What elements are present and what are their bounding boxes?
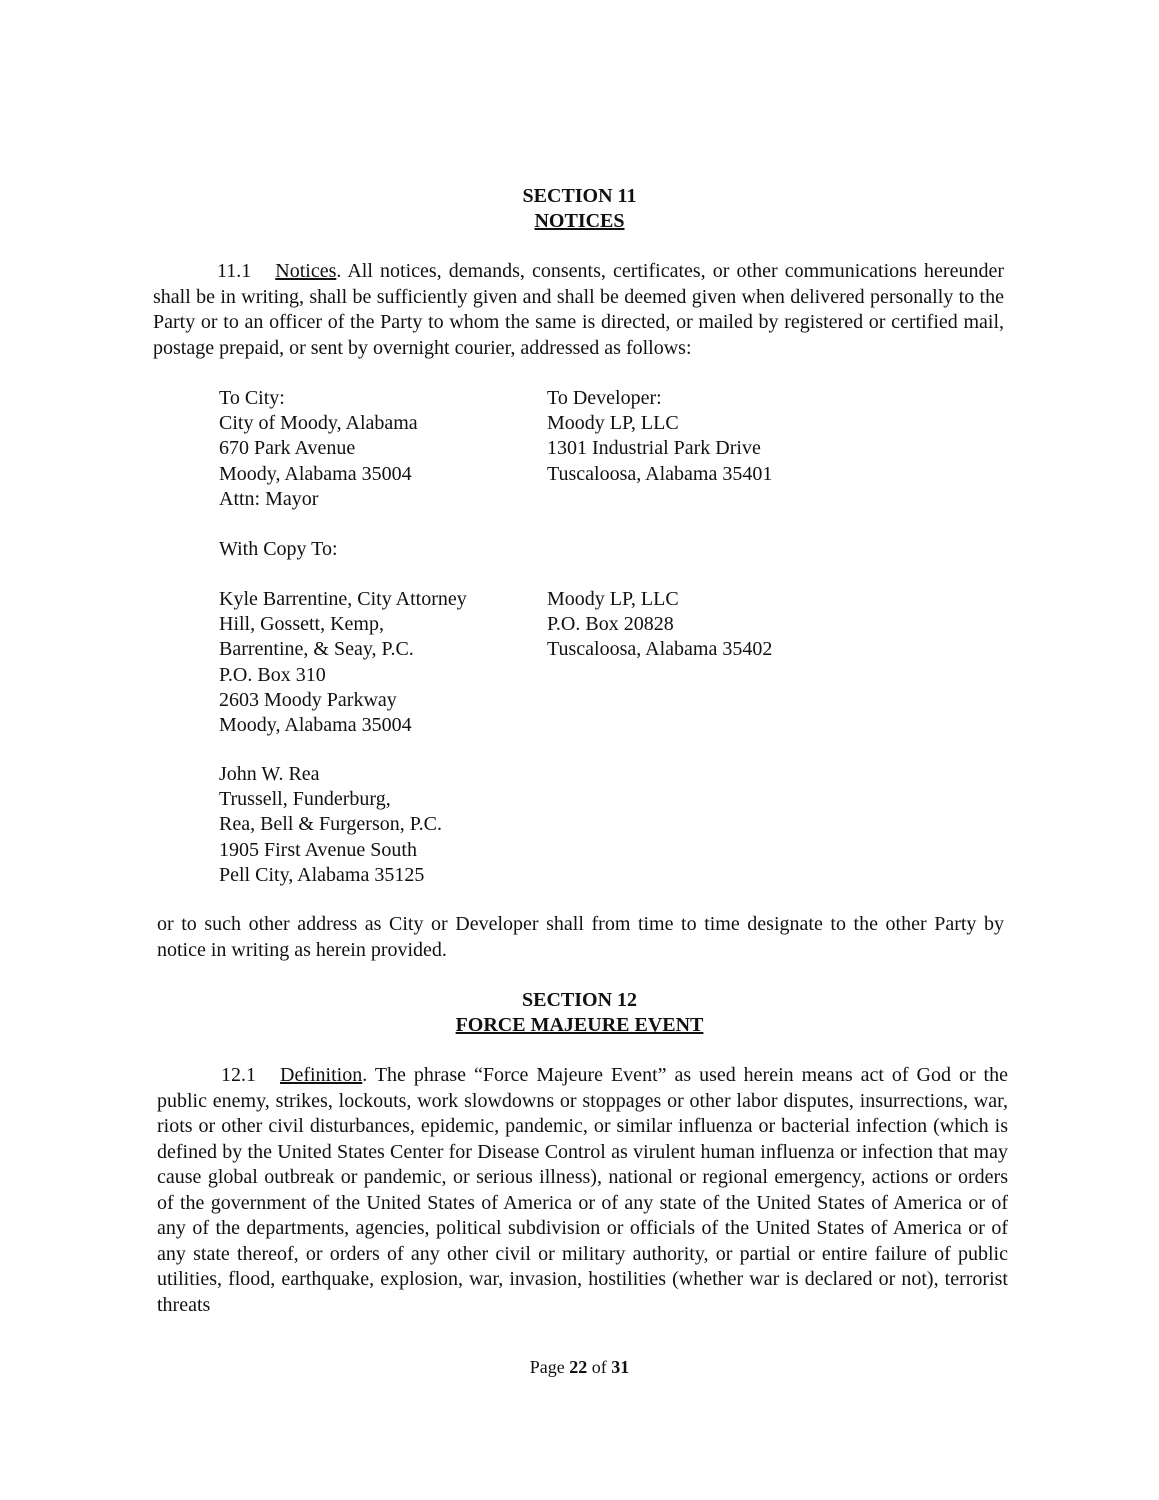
- clause-12-1: [157, 1063, 1008, 1318]
- section-12-title: FORCE MAJEURE EVENT: [455, 1014, 704, 1036]
- city-copy-line: Rea, Bell & Furgerson, P.C.: [219, 813, 442, 836]
- copy-label: With Copy To:: [219, 538, 338, 560]
- developer-address-line: Moody LP, LLC: [547, 412, 679, 435]
- city-address-line: Moody, Alabama 35004: [219, 462, 412, 485]
- developer-copy-line: Moody LP, LLC: [547, 588, 679, 610]
- developer-address-line: To Developer:: [547, 387, 662, 409]
- city-copy-line: 1905 First Avenue South: [219, 838, 417, 861]
- city-address-line: City of Moody, Alabama: [219, 412, 418, 435]
- section-11-heading: [0, 184, 1159, 234]
- city-copy-line: Kyle Barrentine, City Attorney: [219, 588, 467, 610]
- city-copy-line: P.O. Box 310: [219, 663, 326, 686]
- city-copy-line: Hill, Gossett, Kemp,: [219, 613, 384, 636]
- city-address-line: 670 Park Avenue: [219, 437, 356, 460]
- city-copy-line: Barrentine, & Seay, P.C.: [219, 638, 414, 661]
- city-copy-line: 2603 Moody Parkway: [219, 688, 397, 711]
- developer-copy-line: Tuscaloosa, Alabama 35402: [547, 638, 773, 661]
- city-copy-address-1: [219, 587, 467, 738]
- clause-11-1-number: 11.1: [217, 260, 252, 282]
- city-copy-line: Pell City, Alabama 35125: [219, 863, 425, 886]
- developer-address-line: Tuscaloosa, Alabama 35401: [547, 462, 773, 485]
- developer-address-block: [547, 386, 772, 487]
- city-address-block: [219, 386, 418, 512]
- total-pages: 31: [611, 1357, 630, 1377]
- page-word: Page: [529, 1357, 565, 1377]
- clause-11-1-text: . All notices, demands, consents, certificates, or other communications hereunder shall be in writing, shall be sufficiently given and shall be deemed given when delivered personally to the Party or to an officer of the Party to whom the same is directed, or mailed by registered or certified mail, postage prepaid, or sent by overnight courier, addressed as follows:: [153, 260, 1004, 359]
- section-11-title: NOTICES: [534, 210, 625, 232]
- developer-copy-address: [547, 587, 772, 663]
- clause-11-1: [153, 259, 1004, 361]
- city-address-line: To City:: [219, 387, 285, 409]
- section-11-number: SECTION 11: [522, 185, 637, 207]
- city-copy-address-2: [219, 762, 442, 888]
- city-copy-line: John W. Rea: [219, 763, 320, 785]
- closing-paragraph: or to such other address as City or Developer shall from time to time designate to the other Party by notice in writing as herein provided.: [157, 913, 1004, 961]
- page-number: 22: [569, 1357, 588, 1377]
- developer-copy-line: P.O. Box 20828: [547, 613, 674, 636]
- page-footer: [0, 1356, 1159, 1378]
- section-12-heading: [0, 988, 1159, 1038]
- developer-address-line: 1301 Industrial Park Drive: [547, 437, 761, 460]
- clause-12-1-number: 12.1: [221, 1064, 256, 1086]
- clause-11-1-heading: Notices: [275, 260, 337, 282]
- clause-12-1-text: . The phrase “Force Majeure Event” as used herein means act of God or the public enemy, strikes, lockouts, work slowdowns or stoppages or other labor disputes, insurrections, war, riots or other civil disturbances, epidemic, pandemic, or similar influenza or bacterial infection (which is defined by the United States Center for Disease Control as virulent human influenza or infection that may cause global outbreak or pandemic, or serious illness), national or regional emergency, actions or orders of the government of the United States of America or of any state of the United States of America or of any of the departments, agencies, political subdivision or officials of the United States of America or of any state thereof, or orders of any other civil or military authority, or partial or entire failure of public utilities, flood, earthquake, explosion, war, invasion, hostilities (whether war is declared or not), terrorist threats: [157, 1064, 1008, 1316]
- clause-12-1-heading: Definition: [280, 1064, 363, 1086]
- section-12-number: SECTION 12: [521, 989, 638, 1011]
- city-copy-line: Trussell, Funderburg,: [219, 788, 391, 811]
- of-word: of: [591, 1357, 607, 1377]
- city-copy-line: Moody, Alabama 35004: [219, 714, 412, 737]
- city-address-line: Attn: Mayor: [219, 487, 319, 510]
